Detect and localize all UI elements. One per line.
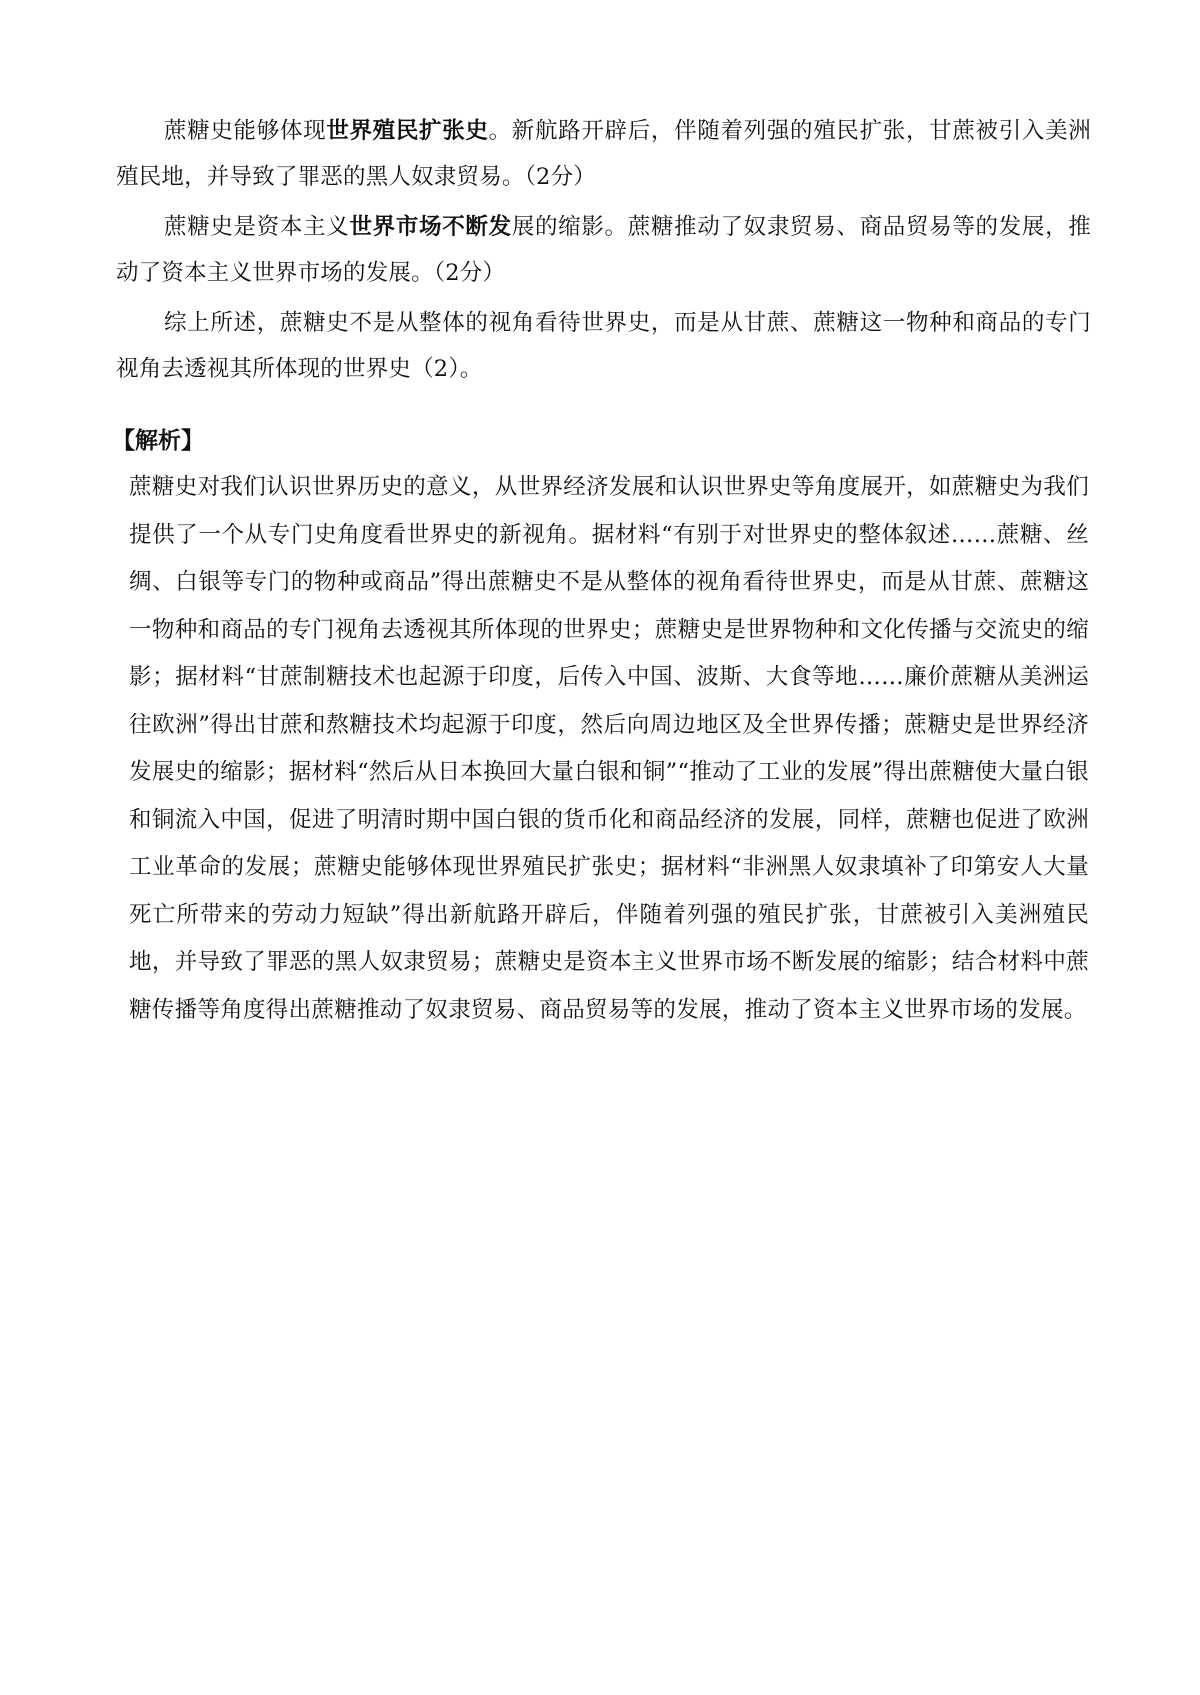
analysis-heading: 【解析】 [112,428,204,454]
answer-section [116,108,1091,396]
answer-p2-bold: 世界市场不断发 [349,214,512,240]
answer-p2-post: 展的缩影。蔗糖推动了奴隶贸易、商品贸易等的发展，推动了资本主义世界市场的发展。（2分） [116,214,1091,286]
answer-p1-bold: 世界殖民扩张史 [326,118,489,144]
analysis-body: 蔗糖史对我们认识世界历史的意义，从世界经济发展和认识世界史等角度展开，如蔗糖史为我们提供了一个从专门史角度看世界史的新视角。据材料“有别于对世界史的整体叙述……蔗糖、丝绸、白银等专门的物种或商品”得出蔗糖史不是从整体的视角看待世界史，而是从甘蔗、蔗糖这一物种和商品的专门视角去透视其所体现的世界史；蔗糖史是世界物种和文化传播与交流史的缩影；据材料“甘蔗制糖技术也起源于印度，后传入中国、波斯、大食等地……廉价蔗糖从美洲运往欧洲”得出甘蔗和熬糖技术均起源于印度，然后向周边地区及全世界传播；蔗糖史是世界经济发展史的缩影；据材料“然后从日本换回大量白银和铜”“推动了工业的发展”得出蔗糖使大量白银和铜流入中国，促进了明清时期中国白银的货币化和商品经济的发展，同样，蔗糖也促进了欧洲工业革命的发展；蔗糖史能够体现世界殖民扩张史；据材料“非洲黑人奴隶填补了印第安人大量死亡所带来的劳动力短缺”得出新航路开辟后，伴随着列强的殖民扩张，甘蔗被引入美洲殖民地，并导致了罪恶的黑人奴隶贸易；蔗糖史是资本主义世界市场不断发展的缩影；结合材料中蔗糖传播等角度得出蔗糖推动了奴隶贸易、商品贸易等的发展，推动了资本主义世界市场的发展。 [129,474,1089,1023]
answer-p2-pre: 蔗糖史是资本主义 [164,214,350,240]
answer-p1-pre: 蔗糖史能够体现 [164,118,327,144]
answer-paragraph-1 [116,108,1091,200]
answer-paragraph-3: 综上所述，蔗糖史不是从整体的视角看待世界史，而是从甘蔗、蔗糖这一物种和商品的专门视角去透视其所体现的世界史（2）。 [116,310,1091,382]
analysis-section [129,464,1089,1034]
answer-paragraph-2 [116,204,1091,296]
answer-p1-post: 。新航路开辟后，伴随着列强的殖民扩张，甘蔗被引入美洲殖民地，并导致了罪恶的黑人奴隶贸易。（2分） [116,118,1091,190]
